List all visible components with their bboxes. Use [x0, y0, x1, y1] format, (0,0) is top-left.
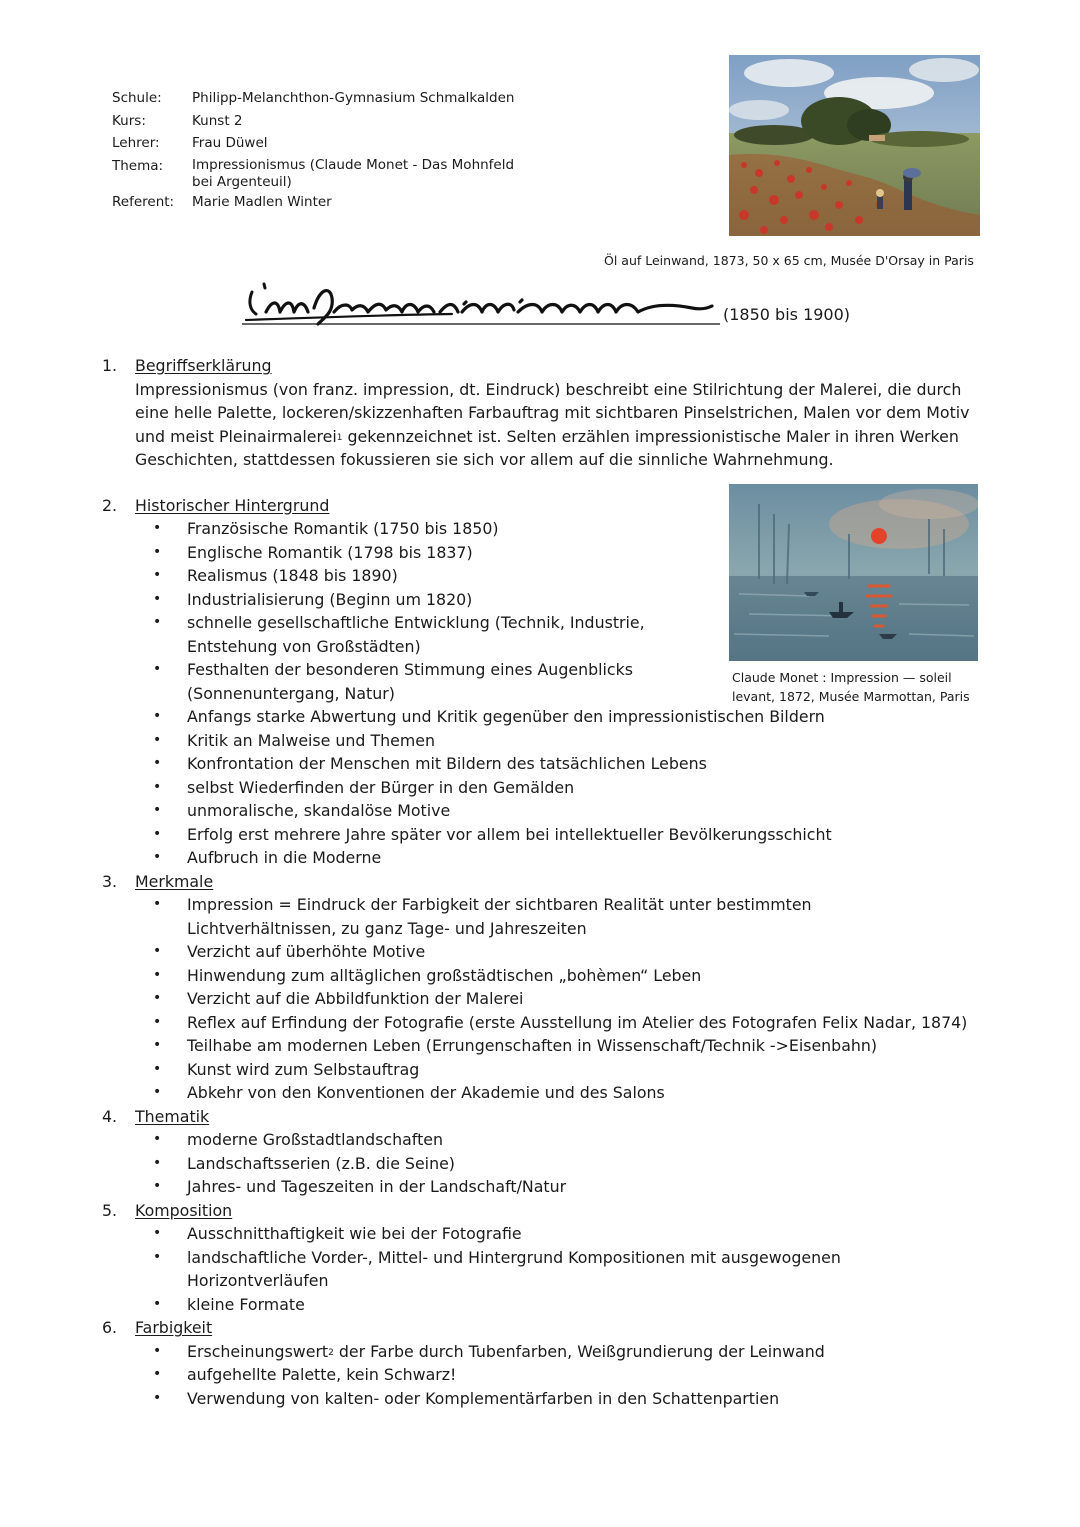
coloring-list — [135, 1340, 998, 1411]
list-item — [135, 1340, 998, 1364]
list-item: • Kunst wird zum Selbstauftrag — [135, 1058, 998, 1082]
header-value: Frau Düwel — [192, 135, 268, 151]
header-info — [112, 87, 522, 213]
list-item: • aufgehellte Palette, kein Schwarz! — [135, 1363, 998, 1387]
page-title — [242, 278, 850, 326]
painting-poppy-caption: Öl auf Leinwand, 1873, 50 x 65 cm, Musée D'Orsay in Paris — [604, 253, 974, 268]
caption-line: Claude Monet : Impression — soleil — [732, 670, 952, 685]
list-item: • Teilhabe am modernen Leben (Errungenschaften in Wissenschaft/Technik ->Eisenbahn) — [135, 1034, 998, 1058]
list-item-text: Erscheinungswert — [187, 1341, 329, 1361]
list-item: • Ausschnitthaftigkeit wie bei der Fotografie — [135, 1222, 998, 1246]
section-number: 1. — [102, 356, 118, 375]
list-item: • Kritik an Malweise und Themen — [135, 729, 998, 753]
list-item: • Verzicht auf überhöhte Motive — [135, 940, 998, 964]
list-item: • Französische Romantik (1750 bis 1850) — [135, 517, 998, 541]
handwritten-title — [242, 278, 720, 326]
list-item: • Aufbruch in die Moderne — [135, 846, 998, 870]
features-list — [135, 893, 998, 1105]
section-features — [98, 870, 998, 1105]
list-item: • Anfangs starke Abwertung und Kritik gegenüber den impressionistischen Bildern — [135, 705, 998, 729]
footnote-marker: 2 — [328, 1347, 334, 1358]
topics-list — [135, 1128, 998, 1199]
header-row-course — [112, 110, 522, 133]
list-item: • Impression = Eindruck der Farbigkeit der sichtbaren Realität unter bestimmten Lichtverhältnissen, zu ganz Tage- und Jahreszeiten — [135, 893, 867, 940]
section-composition — [98, 1199, 998, 1317]
header-label: Referent: — [112, 193, 175, 210]
header-row-school — [112, 87, 522, 110]
section-number: 4. — [102, 1106, 118, 1126]
definition-text: Impressionismus (von franz. impression, dt. Eindruck) beschreibt eine Stilrichtung der Malerei, die durch eine helle Palette, lockeren/skizzenhaften Farbauftrag mit sichtbaren Pinselstrichen, Malen vor dem Motiv und meist Pleinairmalerei — [135, 379, 970, 446]
list-item: • Englische Romantik (1798 bis 1837) — [135, 541, 998, 565]
footnote-marker: 1 — [336, 432, 343, 443]
header-value: Impressionismus (Claude Monet - Das Mohnfeld bei Argenteuil) — [192, 156, 515, 190]
list-item: • selbst Wiederfinden der Bürger in den Gemälden — [135, 776, 998, 800]
list-item: • Festhalten der besonderen Stimmung eines Augenblicks (Sonnenuntergang, Natur) — [135, 658, 717, 705]
section-number: 2. — [102, 495, 118, 515]
list-item: • Erfolg erst mehrere Jahre später vor allem bei intellektueller Bevölkerungsschicht — [135, 823, 998, 847]
list-item: • Industrialisierung (Beginn um 1820) — [135, 588, 998, 612]
list-item: • unmoralische, skandalöse Motive — [135, 799, 998, 823]
poppy-field-image — [729, 55, 980, 236]
caption-line: levant, 1872, Musée Marmottan, Paris — [732, 689, 970, 704]
list-item: • Reflex auf Erfindung der Fotografie (erste Ausstellung im Atelier des Fotografen Felix Nadar, 1874) — [135, 1011, 977, 1035]
section-heading: Begriffserklärung — [135, 356, 272, 375]
list-item: • Konfrontation der Menschen mit Bildern des tatsächlichen Lebens — [135, 752, 998, 776]
list-item: • Verwendung von kalten- oder Komplementärfarben in den Schattenpartien — [135, 1387, 998, 1411]
section-number: 3. — [102, 871, 118, 891]
list-item: • landschaftliche Vorder-, Mittel- und Hintergrund Kompositionen mit ausgewogenen Horizontverläufen — [135, 1246, 927, 1293]
section-definition — [98, 354, 998, 472]
section-heading: Merkmale — [135, 871, 214, 891]
list-item-text: der Farbe durch Tubenfarben, Weißgrundierung der Leinwand — [333, 1341, 825, 1361]
list-item: • kleine Formate — [135, 1293, 998, 1317]
header-label: Schule: — [112, 90, 162, 106]
definition-paragraph — [135, 378, 998, 472]
section-topics — [98, 1105, 998, 1199]
header-value: Kunst 2 — [192, 112, 243, 129]
section-number: 6. — [102, 1318, 118, 1337]
section-number: 5. — [102, 1200, 118, 1220]
header-row-teacher — [112, 132, 522, 155]
header-label: Kurs: — [112, 112, 146, 129]
list-item: • Hinwendung zum alltäglichen großstädtischen „bohèmen“ Leben — [135, 964, 998, 988]
list-item: • moderne Großstadtlandschaften — [135, 1128, 998, 1152]
section-heading: Thematik — [135, 1106, 210, 1126]
composition-list — [135, 1222, 998, 1316]
section-heading: Historischer Hintergrund — [135, 495, 330, 515]
list-item: • Verzicht auf die Abbildfunktion der Malerei — [135, 987, 998, 1011]
header-row-presenter — [112, 191, 522, 214]
history-list — [135, 517, 998, 870]
header-value: Philipp-Melanchthon-Gymnasium Schmalkalden — [192, 90, 515, 106]
list-item: • schnelle gesellschaftliche Entwicklung (Technik, Industrie, Entstehung von Großstädten) — [135, 611, 717, 658]
title-dates: (1850 bis 1900) — [723, 305, 851, 324]
header-row-topic — [112, 155, 522, 191]
list-item: • Landschaftsserien (z.B. die Seine) — [135, 1152, 998, 1176]
main-content — [98, 354, 998, 1410]
list-item: • Realismus (1848 bis 1890) — [135, 564, 998, 588]
header-value: Marie Madlen Winter — [192, 193, 332, 210]
definition-text: gekennzeichnet ist. Selten erzählen impressionistische Maler in ihren Werken Geschichten, stattdessen fokussieren sie sich vor allem auf die sinnliche Wahrnehmung. — [135, 426, 959, 469]
list-item: • Jahres- und Tageszeiten in der Landschaft/Natur — [135, 1175, 998, 1199]
painting-poppy-field — [729, 55, 980, 236]
section-heading: Farbigkeit — [135, 1318, 213, 1337]
section-coloring — [98, 1316, 998, 1410]
section-history — [98, 494, 998, 870]
header-label: Thema: — [112, 157, 164, 174]
list-item: • Abkehr von den Konventionen der Akademie und des Salons — [135, 1081, 998, 1105]
section-heading: Komposition — [135, 1200, 233, 1220]
header-label: Lehrer: — [112, 135, 160, 151]
